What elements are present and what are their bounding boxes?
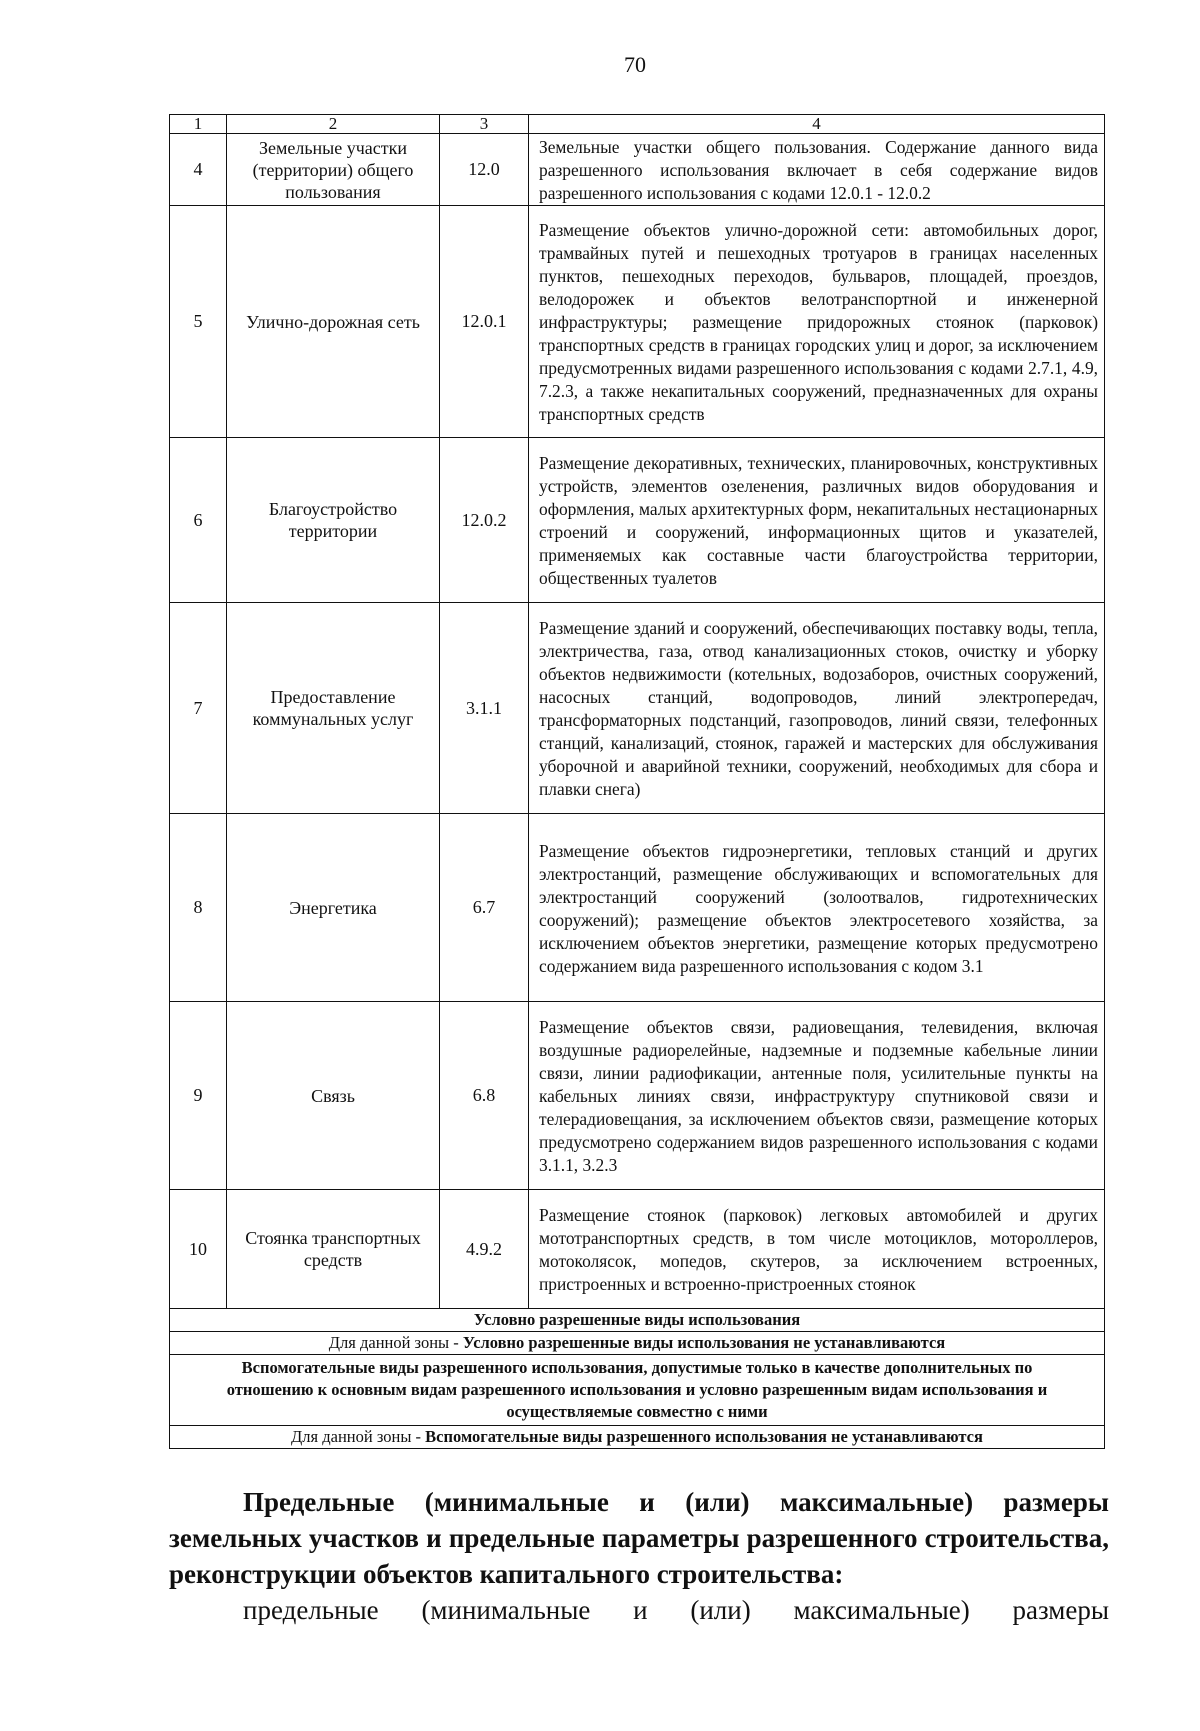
conditional-uses-title-row	[170, 1309, 1105, 1332]
row-use-name: Улично-дорожная сеть	[227, 206, 440, 438]
row-use-code: 6.7	[440, 814, 529, 1002]
row-number: 10	[170, 1190, 227, 1309]
row-description: Размещение объектов улично-дорожной сети: автомобильных дорог, трамвайных путей и пешеходных тротуаров в границах населенных пунктов, пешеходных переходов, бульваров, площадей, проездов, велодорожек и объектов велотранспортной и инженерной инфраструктуры; размещение придорожных стоянок (парковок) транспортных средств в границах городских улиц и дорог, за исключением предусмотренных видами разрешенного использования с кодами 2.7.1, 4.9, 7.2.3, а также некапитальных сооружений, предназначенных для охраны транспортных средств	[529, 206, 1105, 438]
row-use-name: Предоставление коммунальных услуг	[227, 603, 440, 814]
section-heading	[169, 1484, 1109, 1592]
note-emphasis: Вспомогательные виды разрешенного использования не устанавливаются	[425, 1427, 983, 1446]
table-row	[170, 134, 1105, 206]
note-prefix: Для данной зоны -	[328, 1333, 463, 1352]
row-use-name: Земельные участки (территории) общего пользования	[227, 134, 440, 206]
table-header-row	[170, 115, 1105, 134]
row-use-name: Стоянка транспортных средств	[227, 1190, 440, 1309]
auxiliary-uses-note-row	[170, 1426, 1105, 1449]
continuation-text: предельные (минимальные и (или) максимальные) размеры	[243, 1595, 1109, 1625]
row-use-code: 6.8	[440, 1002, 529, 1190]
continuation-paragraph	[169, 1592, 1109, 1628]
row-use-code: 12.0.1	[440, 206, 529, 438]
table-row	[170, 603, 1105, 814]
row-use-name: Благоустройство территории	[227, 438, 440, 603]
row-number: 9	[170, 1002, 227, 1190]
row-description: Размещение стоянок (парковок) легковых автомобилей и других мототранспортных средств, в том числе мотоциклов, мотороллеров, мотоколясок, мопедов, скутеров, за исключением встроенных, пристроенных и встроенно-пристроенных стоянок	[529, 1190, 1105, 1309]
row-number: 7	[170, 603, 227, 814]
conditional-uses-note-row	[170, 1332, 1105, 1355]
header-col-3: 3	[440, 115, 529, 134]
row-number: 8	[170, 814, 227, 1002]
note-prefix: Для данной зоны -	[291, 1427, 426, 1446]
auxiliary-uses-title: Вспомогательные виды разрешенного использования, допустимые только в качестве дополнительных по отношению к основным видам разрешенного использования и условно разрешенным видам использования и осуществляемые совместно с ними	[170, 1355, 1105, 1426]
row-number: 6	[170, 438, 227, 603]
table-row	[170, 1190, 1105, 1309]
row-use-code: 3.1.1	[440, 603, 529, 814]
land-use-table	[169, 114, 1105, 1449]
table-row	[170, 206, 1105, 438]
row-number: 5	[170, 206, 227, 438]
row-use-code: 4.9.2	[440, 1190, 529, 1309]
row-number: 4	[170, 134, 227, 206]
row-use-name: Энергетика	[227, 814, 440, 1002]
header-col-4: 4	[529, 115, 1105, 134]
row-use-name: Связь	[227, 1002, 440, 1190]
table-row	[170, 438, 1105, 603]
auxiliary-uses-title-row	[170, 1355, 1105, 1426]
table-row	[170, 1002, 1105, 1190]
table-row	[170, 814, 1105, 1002]
page-number: 70	[624, 52, 646, 77]
section-heading-text: Предельные (минимальные и (или) максимальные) размеры земельных участков и предельные параметры разрешенного строительства, реконструкции объектов капитального строительства:	[169, 1487, 1109, 1589]
row-description: Размещение объектов связи, радиовещания, телевидения, включая воздушные радиорелейные, надземные и подземные кабельные линии связи, линии радиофикации, антенные поля, усилительные пункты на кабельных линиях связи, инфраструктуру спутниковой связи и телерадиовещания, за исключением объектов связи, размещение которых предусмотрено содержанием видов разрешенного использования с кодами 3.1.1, 3.2.3	[529, 1002, 1105, 1190]
row-description: Размещение декоративных, технических, планировочных, конструктивных устройств, элементов озеленения, различных видов оборудования и оформления, малых архитектурных форм, некапитальных нестационарных строений и сооружений, информационных щитов и указателей, применяемых как составные части благоустройства территории, общественных туалетов	[529, 438, 1105, 603]
conditional-uses-title: Условно разрешенные виды использования	[170, 1309, 1105, 1332]
header-col-2: 2	[227, 115, 440, 134]
row-use-code: 12.0.2	[440, 438, 529, 603]
header-col-1: 1	[170, 115, 227, 134]
row-description: Размещение объектов гидроэнергетики, тепловых станций и других электростанций, размещение обслуживающих и вспомогательных для электростанций сооружений (золоотвалов, гидротехнических сооружений); размещение объектов электросетевого хозяйства, за исключением объектов энергетики, размещение которых предусмотрено содержанием вида разрешенного использования с кодом 3.1	[529, 814, 1105, 1002]
row-use-code: 12.0	[440, 134, 529, 206]
auxiliary-uses-note	[170, 1426, 1105, 1449]
row-description: Размещение зданий и сооружений, обеспечивающих поставку воды, тепла, электричества, газа, отвод канализационных стоков, очистку и уборку объектов недвижимости (котельных, водозаборов, очистных сооружений, насосных станций, водопроводов, линий электропередач, трансформаторных подстанций, газопроводов, линий связи, телефонных станций, канализаций, стоянок, гаражей и мастерских для обслуживания уборочной и аварийной техники, сооружений, необходимых для сбора и плавки снега)	[529, 603, 1105, 814]
row-description: Земельные участки общего пользования. Содержание данного вида разрешенного использования включает в себя содержание видов разрешенного использования с кодами 12.0.1 - 12.0.2	[529, 134, 1105, 206]
note-emphasis: Условно разрешенные виды использования не устанавливаются	[462, 1333, 946, 1352]
conditional-uses-note	[170, 1332, 1105, 1355]
